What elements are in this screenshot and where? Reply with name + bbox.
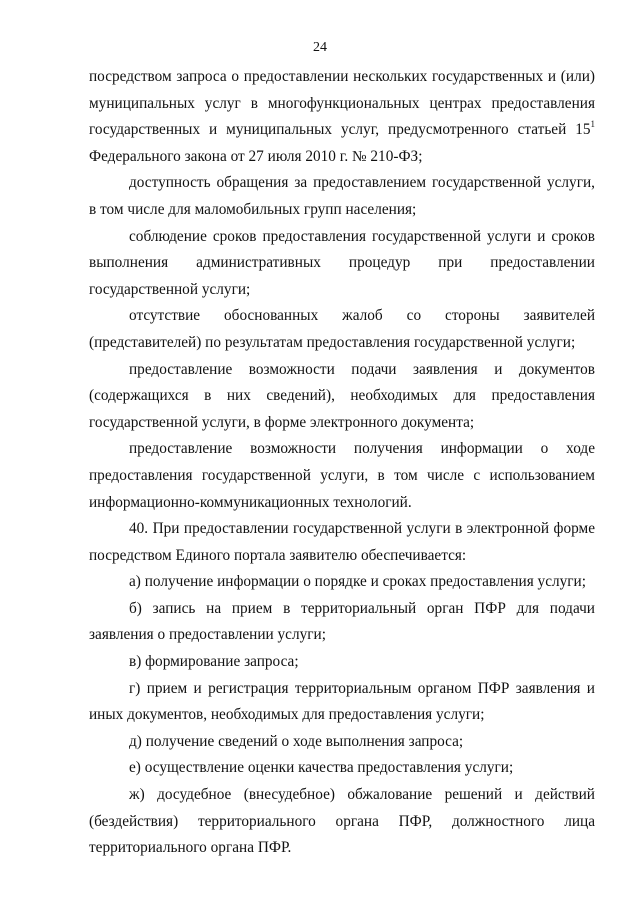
list-item-d: д) получение сведений о ходе выполнения запроса;: [129, 732, 464, 750]
list-item-v: в) формирование запроса;: [129, 653, 299, 671]
superscript: 1: [590, 119, 595, 130]
paragraph-electronic-submission: предоставление возможности подачи заявления и документов (содержащихся в них сведений), необходимых для предоставления государственной услуги, в форме электронного документа;: [89, 360, 595, 431]
paragraph-accessibility: доступность обращения за предоставлением государственной услуги, в том числе для маломобильных групп населения;: [89, 174, 595, 218]
paragraph-deadlines: соблюдение сроков предоставления государственной услуги и сроков выполнения административных процедур при предоставлении государственной услуги;: [89, 227, 595, 298]
list-item-zh: ж) досудебное (внесудебное) обжалование решений и действий (бездействия) территориального органа ПФР, должностного лица территориального органа ПФР.: [89, 786, 595, 857]
list-item-g: г) прием и регистрация территориальным органом ПФР заявления и иных документов, необходимых для предоставления услуги;: [89, 679, 595, 724]
document-body: [89, 64, 595, 862]
page-number: 24: [313, 40, 327, 55]
paragraph-text-tail: Федерального закона от 27 июля 2010 г. № 210-ФЗ;: [89, 147, 423, 165]
paragraph-clause-40: 40. При предоставлении государственной услуги в электронной форме посредством Единого портала заявителю обеспечивается:: [89, 520, 595, 564]
paragraph-progress-info: предоставление возможности получения информации о ходе предоставления государственной услуги, в том числе с использованием информационно-коммуникационных технологий.: [89, 440, 595, 511]
paragraph-complaints: отсутствие обоснованных жалоб со стороны заявителей (представителей) по результатам предоставления государственной услуги;: [89, 307, 595, 351]
list-item-e: е) осуществление оценки качества предоставления услуги;: [129, 759, 514, 777]
list-item-a: а) получение информации о порядке и сроках предоставления услуги;: [129, 573, 586, 591]
list-item-b: б) запись на прием в территориальный орган ПФР для подачи заявления о предоставлении услуги;: [89, 599, 595, 644]
paragraph-continued: [89, 64, 595, 170]
paragraph-text: посредством запроса о предоставлении нескольких государственных и (или) муниципальных услуг в многофункциональных центрах предоставления государственных и муниципальных услуг, предусмотренного статьей 15: [89, 68, 595, 139]
